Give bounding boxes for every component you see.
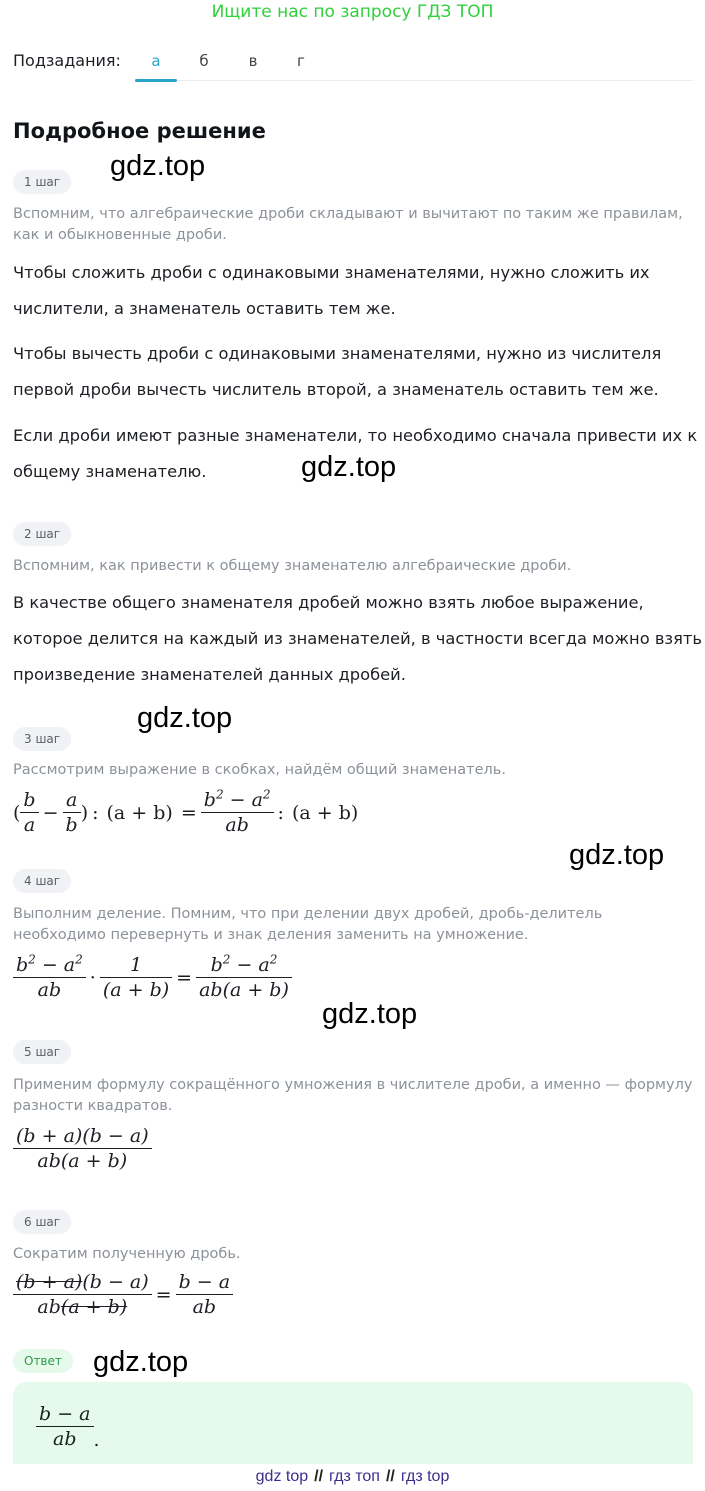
step-hint-3: Рассмотрим выражение в скобках, найдём общий знаменатель. — [13, 762, 506, 778]
step-text: Если дроби имеют разные знаменатели, то необходимо сначала привести их к общему знаменателю. — [13, 426, 698, 481]
step-hint-2: Вспомним, как привести к общему знаменателю алгебраические дроби. — [13, 558, 572, 574]
answer-badge: Ответ — [13, 1349, 73, 1373]
tab-a[interactable]: а — [151, 52, 161, 70]
tabs-divider — [135, 80, 693, 81]
answer-box — [13, 1382, 693, 1464]
tab-b[interactable]: б — [199, 52, 209, 70]
step-hint-5: Применим формулу сокращённого умножения в числителе дроби, а именно — формулу разности квадратов. — [13, 1077, 693, 1114]
step-badge-3: 3 шаг — [13, 727, 71, 751]
footer-separator: // — [314, 1468, 324, 1485]
search-banner: Ищите нас по запросу ГДЗ ТОП — [211, 2, 494, 22]
step-hint-4: Выполним деление. Помним, что при делении двух дробей, дробь-делитель необходимо перевернуть и знак деления заменить на умножение. — [13, 906, 603, 943]
tab-g[interactable]: г — [297, 52, 305, 70]
footer-link[interactable]: гдз топ — [329, 1468, 380, 1485]
formula-step-3: ( $\frac{b}{a}$ − $\frac{a}{b}$ ) : (a + b) = $\frac{b^2 - a^2}{ab}$ : (a + b) — [13, 787, 359, 836]
formula-step-5: $\frac{(b + a)(b - a)}{ab(a + b)}$ — [13, 1124, 152, 1173]
answer-formula: $\frac{b - a}{ab}$ . — [36, 1402, 100, 1451]
watermark: gdz.top — [569, 839, 665, 871]
watermark: gdz.top — [301, 451, 397, 483]
step-text: В качестве общего знаменателя дробей можно взять любое выражение, которое делится на каждый из знаменателей, в частности всегда можно взять произведение знаменателей данных дробей. — [13, 593, 702, 684]
step-hint-1: Вспомним, что алгебраические дроби складывают и вычитают по таким же правилам, как и обыкновенные дроби. — [13, 206, 683, 243]
step-badge-4: 4 шаг — [13, 869, 71, 893]
watermark: gdz.top — [137, 702, 233, 734]
footer-link[interactable]: gdz top — [255, 1468, 309, 1485]
step-badge-1: 1 шаг — [13, 170, 71, 194]
section-title: Подробное решение — [13, 119, 266, 143]
footer-links — [0, 1466, 705, 1488]
watermark: gdz.top — [93, 1346, 189, 1378]
step-badge-5: 5 шаг — [13, 1040, 71, 1064]
step-text: Чтобы вычесть дроби с одинаковыми знаменателями, нужно из числителя первой дроби вычесть числитель второй, а знаменатель оставить тем же. — [13, 344, 662, 399]
step-badge-6: 6 шаг — [13, 1210, 71, 1234]
step-badge-2: 2 шаг — [13, 522, 71, 546]
footer-link[interactable]: гдз top — [400, 1468, 450, 1485]
footer-separator: // — [385, 1468, 395, 1485]
watermark: gdz.top — [110, 150, 206, 182]
watermark: gdz.top — [322, 998, 418, 1030]
active-tab-indicator — [135, 79, 177, 82]
formula-step-6: $\frac{(b + a)(b - a)}{ab(a + b)}$ = $\frac{b - a}{ab}$ — [13, 1270, 233, 1319]
tab-v[interactable]: в — [248, 52, 258, 70]
subtasks-label: Подзадания: — [13, 51, 121, 70]
step-hint-6: Сократим полученную дробь. — [13, 1246, 241, 1262]
formula-step-4: $\frac{b^2 - a^2}{ab}$ · $\frac{1}{(a + b)}$ = $\frac{b^2 - a^2}{ab(a + b)}$ — [13, 953, 292, 1002]
step-text: Чтобы сложить дроби с одинаковыми знаменателями, нужно сложить их числители, а знаменатель оставить тем же. — [13, 263, 650, 318]
